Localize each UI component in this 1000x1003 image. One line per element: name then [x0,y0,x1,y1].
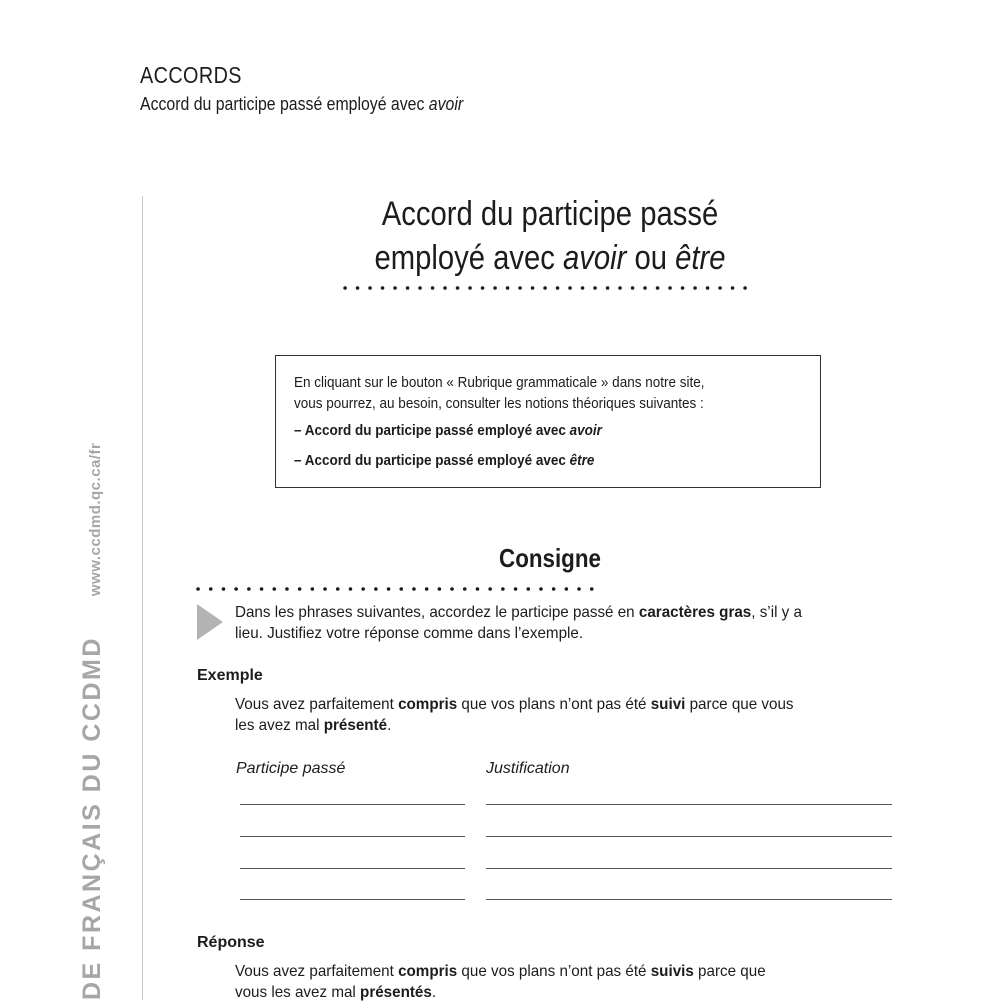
answer-line-participe[interactable] [240,804,465,805]
info-list-emphasis: avoir [569,422,602,439]
title-line-1: Accord du participe passé [381,195,719,233]
text-run: parce que vous [685,696,794,713]
text-run: Dans les phrases suivantes, accordez le participe passé en [235,604,639,621]
bold-run: suivi [650,696,686,713]
title-em-etre: être [675,239,726,277]
bold-run: présenté [323,717,388,734]
answer-line-participe[interactable] [240,836,465,837]
text-run: . [387,717,392,734]
reponse-heading: Réponse [197,934,265,951]
consigne-heading: Consigne [499,543,601,573]
text-run: les avez mal [235,717,324,734]
page-title [361,192,739,280]
answer-line-participe[interactable] [240,899,465,900]
bold-run: compris [398,696,458,713]
bold-run: suivis [650,963,694,980]
exemple-sentence [235,694,794,736]
side-rule [142,196,143,1000]
column-label-justification: Justification [486,760,570,777]
answer-line-justification[interactable] [486,804,892,805]
subtitle-text: Accord du participe passé employé avec [140,94,429,114]
text-run: vous les avez mal [235,984,361,1001]
text-run: que vos plans n’ont pas été [457,696,651,713]
text-run: Vous avez parfaitement [235,696,399,713]
exemple-line-2 [235,715,794,736]
info-paragraph [294,372,780,414]
consigne-line-1 [235,602,802,623]
consigne-line-2: lieu. Justifiez votre réponse comme dans l’exemple. [235,625,584,642]
title-line-2 [361,236,739,280]
section-subtitle [140,94,463,115]
play-arrow-icon [197,604,223,640]
consigne-text [235,602,802,644]
answer-line-justification[interactable] [486,899,892,900]
info-list-text: – Accord du participe passé employé avec [294,452,570,469]
answer-line-justification[interactable] [486,868,892,869]
info-list-text: – Accord du participe passé employé avec [294,422,570,439]
info-list-item [294,422,602,439]
text-run: , s’il y a [751,604,802,621]
answer-line-justification[interactable] [486,836,892,837]
consigne-dotted-rule [196,585,606,593]
title-text-b: ou [626,239,676,277]
info-line-1: En cliquant sur le bouton « Rubrique grammaticale » dans notre site, [294,374,705,391]
info-list-emphasis: être [569,452,595,469]
title-text-a: employé avec [374,239,563,277]
side-band [78,100,128,1000]
exemple-heading: Exemple [197,667,263,684]
bold-run: caractères gras [638,604,752,621]
text-run: que vos plans n’ont pas été [457,963,651,980]
reponse-sentence [235,961,766,1003]
side-band-url: www.ccdmd.qc.ca/fr [87,442,104,597]
section-category: ACCORDS [140,62,242,88]
bold-run: compris [398,963,458,980]
side-band-title: DE FRANÇAIS DU CCDMD [78,636,106,1000]
info-line-2: vous pourrez, au besoin, consulter les notions théoriques suivantes : [294,395,704,412]
text-run: . [431,984,437,1001]
title-dotted-rule [343,284,755,292]
bold-run: présentés [360,984,432,1001]
reponse-line-1 [235,961,766,982]
title-em-avoir: avoir [562,239,627,277]
answer-line-participe[interactable] [240,868,465,869]
info-list-item [294,452,594,469]
text-run: Vous avez parfaitement [235,963,399,980]
exemple-line-1 [235,694,794,715]
column-label-participe: Participe passé [236,760,346,777]
subtitle-emphasis: avoir [428,94,464,114]
text-run: parce que [693,963,766,980]
